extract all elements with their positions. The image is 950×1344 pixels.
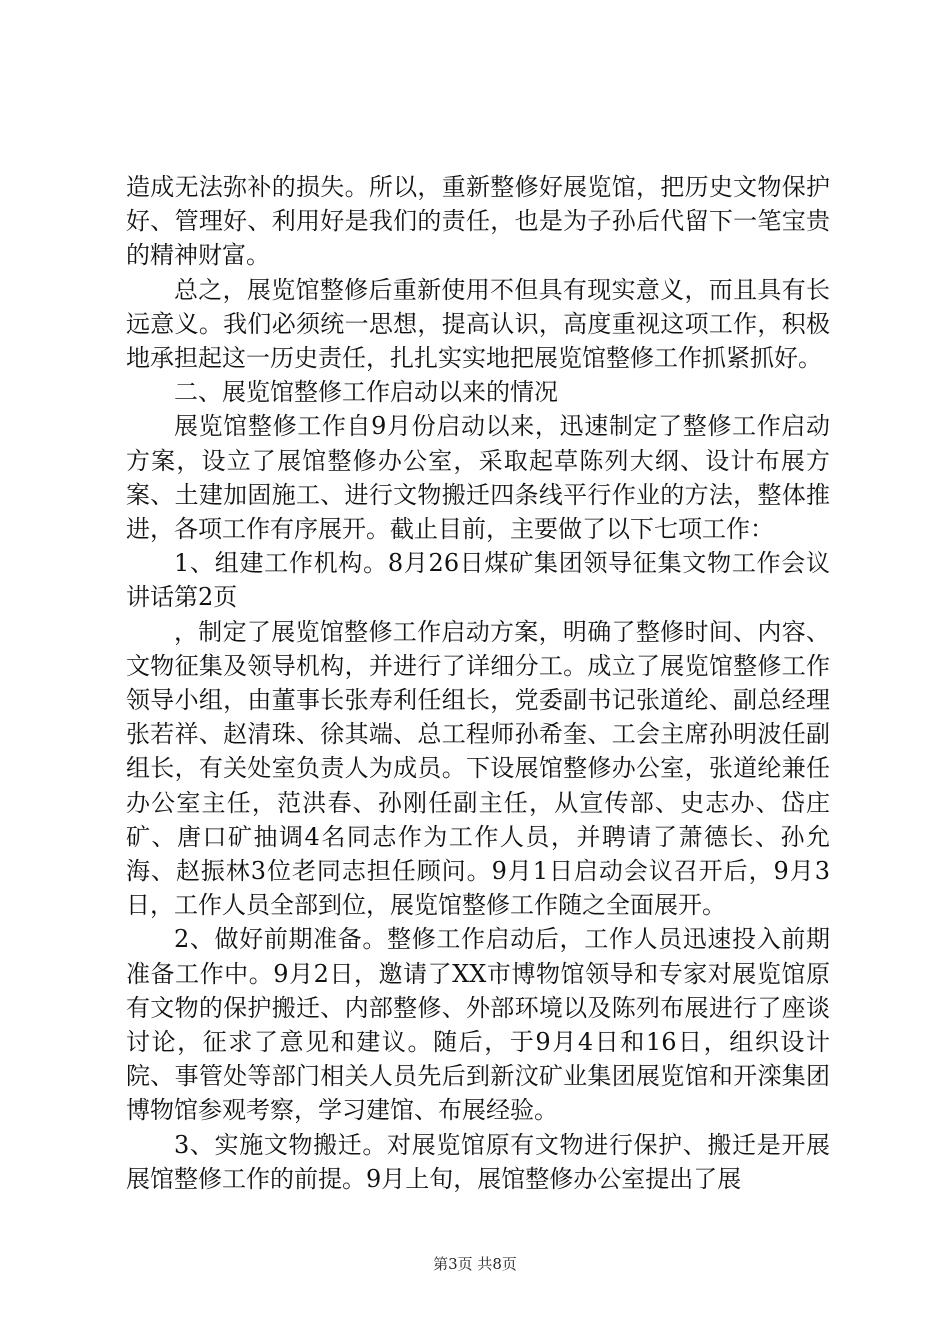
paragraph-continuation: 造成无法弥补的损失。所以，重新整修好展览馆，把历史文物保护好、管理好、利用好是我们的责任，也是为子孙后代留下一笔宝贵的精神财富。 — [126, 173, 830, 270]
page-footer: 第3页 共8页 — [433, 1255, 517, 1273]
paragraph-item-1-detail: ，制定了展览馆整修工作启动方案，明确了整修时间、内容、文物征集及领导机构，并进行了详细分工。成立了展览馆整修工作领导小组，由董事长张寿利任组长，党委副书记张道纶、副总经理张若祥、赵清珠、徐其端、总工程师孙希奎、工会主席孙明波任副组长，有关处室负责人为成员。下设展馆整修办公室，张道纶兼任办公室主任，范洪春、孙刚任副主任，从宣传部、史志办、岱庄矿、唐口矿抽调4名同志作为工作人员，并聘请了萧德长、孙允海、赵振林3位老同志担任顾问。9月1日启动会议召开后，9月3日，工作人员全部到位，展览馆整修工作随之全面展开。 — [126, 617, 830, 920]
document-body — [126, 170, 830, 1196]
paragraph-intro: 展览馆整修工作自9月份启动以来，迅速制定了整修工作启动方案，设立了展馆整修办公室，采取起草陈列大纲、设计布展方案、土建加固施工、进行文物搬迁四条线平行作业的方法，整体推进，各项工作有序展开。截止目前，主要做了以下七项工作： — [126, 412, 830, 544]
paragraph-item-1: 1、组建工作机构。8月26日煤矿集团领导征集文物工作会议讲话第2页 — [126, 549, 830, 612]
paragraph-summary: 总之，展览馆整修后重新使用不但具有现实意义，而且具有长远意义。我们必须统一思想，提高认识，高度重视这项工作，积极地承担起这一历史责任，扎扎实实地把展览馆整修工作抓紧抓好。 — [126, 275, 830, 373]
section-heading: 二、展览馆整修工作启动以来的情况 — [174, 378, 558, 407]
paragraph-item-2: 2、做好前期准备。整修工作启动后，工作人员迅速投入前期准备工作中。9月2日，邀请了XX市博物馆领导和专家对展览馆原有文物的保护搬迁、内部整修、外部环境以及陈列布展进行了座谈讨论，征求了意见和建议。随后，于9月4日和16日，组织设计院、事管处等部门相关人员先后到新汶矿业集团展览馆和开滦集团博物馆参观考察，学习建馆、布展经验。 — [126, 925, 830, 1125]
paragraph-item-3: 3、实施文物搬迁。对展览馆原有文物进行保护、搬迁是开展展馆整修工作的前提。9月上旬，展馆整修办公室提出了展 — [126, 1130, 830, 1193]
